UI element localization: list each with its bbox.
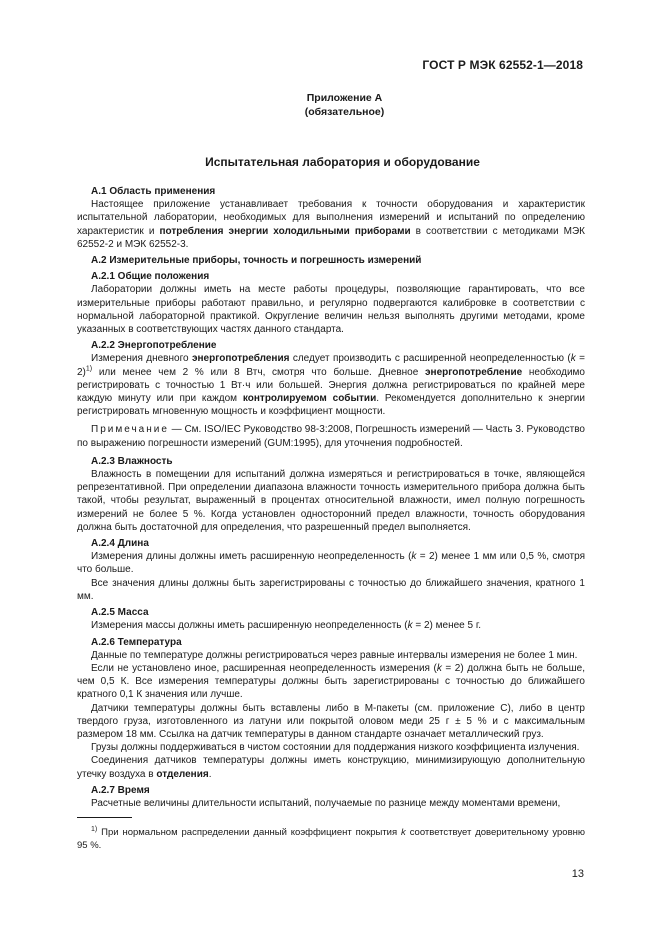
section-title: Испытательная лаборатория и оборудование [205, 155, 480, 169]
annex-heading [0, 91, 661, 119]
heading-a21: А.2.1 Общие положения [91, 271, 210, 283]
paragraph-a26-4: Грузы должны поддерживаться в чистом состоянии для поддержания низкого коэффициента излучения. [91, 742, 580, 754]
heading-a25: А.2.5 Масса [91, 607, 149, 619]
heading-a26: А.2.6 Температура [91, 636, 182, 648]
heading-a23: А.2.3 Влажность [91, 455, 173, 467]
paragraph-a24-2: Все значения длины должны быть зарегистрированы с точностью до ближайшего значения, кратного 1 мм. [77, 577, 585, 602]
paragraph-a26-3: Датчики температуры должны быть вставлены либо в М-пакеты (см. приложение С), либо в центр твердого груза, изготовленного из латуни или покрытой оловом меди 25 г ± 5 % и с максимальным размером 18 мм. Ссылка на датчик температуры в данном стандарте означает металлический груз. [77, 702, 585, 740]
note-a22: Примечание — См. ISO/IEC Руководство 98-3:2008, Погрешность измерений — Часть 3. Руководство по выражению погрешности измерений (GUM:1995), для уточнения подробностей. [77, 424, 585, 449]
document-body [77, 185, 585, 810]
paragraph-a22: Измерения дневного энергопотребления следует производить с расширенной неопределенностью (k = 2)$^{1)}$ или менее чем 2 % или 8 Втч, смотря что больше. Дневное энергопотребление необходимо регистрировать с точностью 1 Вт·ч или большей. Энергия должна регистрироваться по крайней мере каждую минуту или при каждом контролируемом событии. Рекомендуется дополнительно к энергии регистрировать мгновенную мощность и коэффициент мощности. [77, 353, 585, 418]
footnote-divider [77, 817, 132, 818]
heading-a1: А.1 Область применения [91, 186, 216, 197]
heading-a2: А.2 Измерительные приборы, точность и погрешность измерений [91, 255, 422, 267]
paragraph-a26-5: Соединения датчиков температуры должны иметь конструкцию, минимизирующую дополнительную утечку воздуха в отделения. [77, 755, 585, 780]
heading-a27: А.2.7 Время [91, 784, 150, 796]
paragraph-a25: Измерения массы должны иметь расширенную неопределенность (k = 2) менее 5 г. [91, 620, 482, 632]
annex-status: (обязательное) [304, 106, 385, 118]
paragraph-a21: Лаборатории должны иметь на месте работы процедуры, позволяющие гарантировать, что все измерительные приборы работают правильно, и регулярно подвергаются калибровке в соответствии с нормальной лабораторной практикой. Округление величин нельзя выполнять другими методами, кроме указанных в соответствующих частях данного стандарта. [77, 284, 585, 336]
paragraph-a23: Влажность в помещении для испытаний должна измеряться и регистрироваться в точке, являющейся репрезентативной. При определении диапазона влажности точность измерительного прибора должна быть такой, чтобы результат, выраженный в процентах относительной влажности, имел полную погрешность измерений не более 5 %. Когда установлен односторонний предел влажности, точность оборудования должна быть достаточной для определения, что разрешенный предел выполняется. [77, 469, 585, 533]
annex-title: Приложение А [306, 92, 383, 104]
paragraph-a26-1: Данные по температуре должны регистрироваться через равные интервалы измерения не более 1 мин. [91, 649, 578, 661]
standard-code: ГОСТ Р МЭК 62552-1—2018 [422, 58, 583, 72]
heading-a22: А.2.2 Энергопотребление [91, 340, 217, 352]
paragraph-a24-1: Измерения длины должны иметь расширенную неопределенность (k = 2) менее 1 мм или 0,5 %, смотря что больше. [77, 551, 586, 576]
paragraph-a1: Настоящее приложение устанавливает требования к точности оборудования и характеристик испытательной лаборатории, необходимых для выполнения измерений и испытаний по определению характеристик и потребления энергии холодильными приборами в соответствии с методиками МЭК 62552-2 и МЭК 62552-3. [77, 199, 585, 250]
page-number: 13 [571, 868, 584, 880]
heading-a24: А.2.4 Длина [91, 538, 149, 550]
paragraph-a27: Расчетные величины длительности испытаний, получаемые по разнице между моментами времени, [91, 797, 561, 809]
footnote: $^{1)}$ При нормальном распределении данный коэффициент покрытия k соответствует доверительному уровню 95 %. [77, 825, 585, 851]
paragraph-a26-2: Если не установлено иное, расширенная неопределенность измерения (k = 2) должна быть не больше, чем 0,5 К. Все измерения температуры должны быть зарегистрированы с точностью до ближайшего кратного 0,1 К значения или лучше. [77, 662, 585, 701]
